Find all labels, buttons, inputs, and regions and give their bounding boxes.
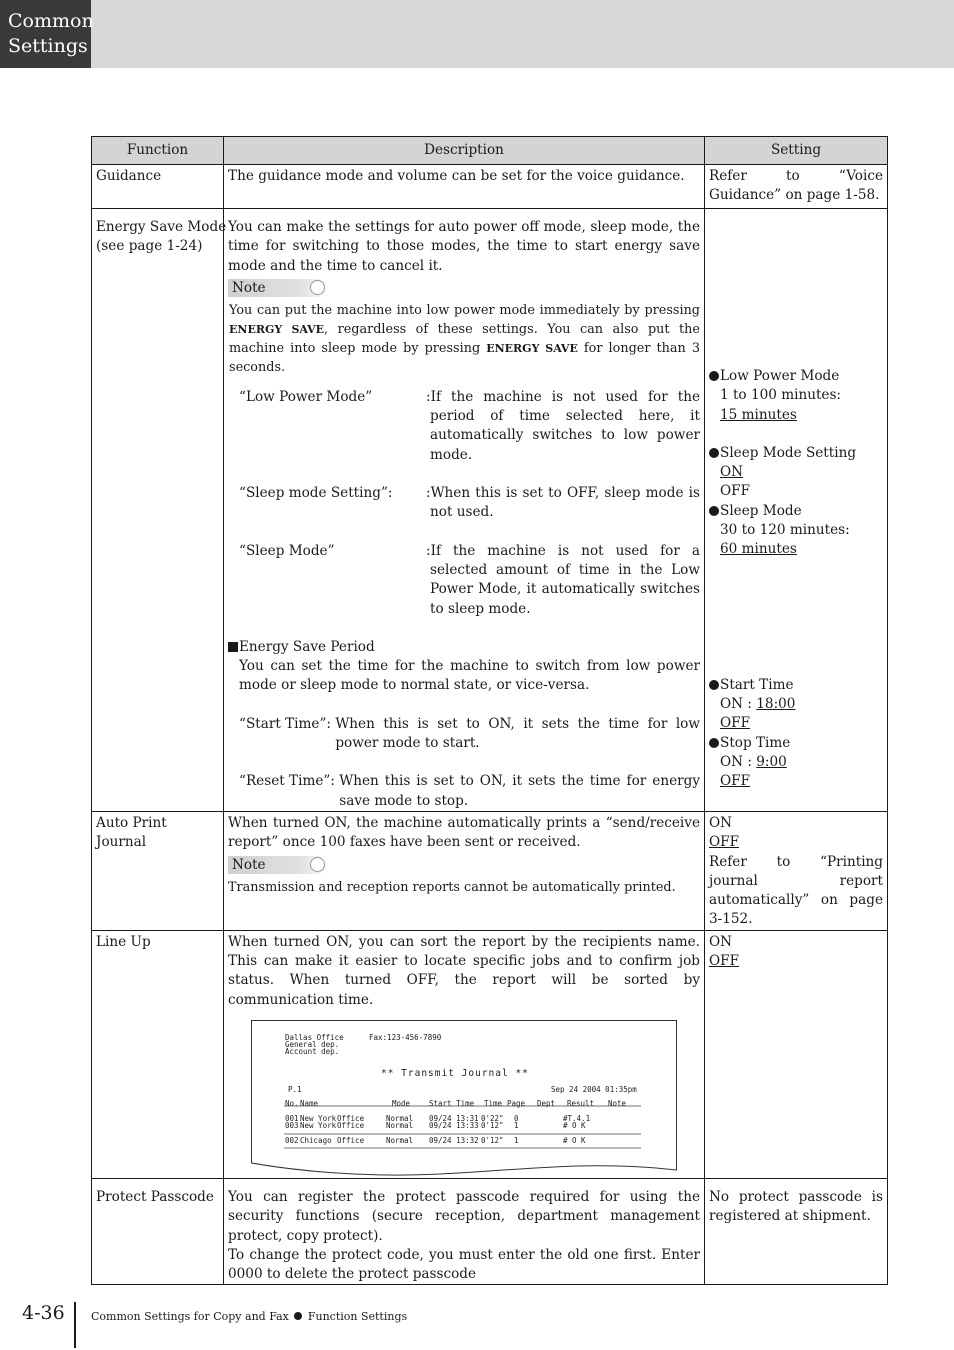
journal-cell: New York xyxy=(300,1113,337,1123)
header-setting: Setting xyxy=(705,137,888,165)
page-number: 4-36 xyxy=(22,1302,65,1324)
setting-range: 30 to 120 minutes: xyxy=(720,522,850,539)
option-value: OFF xyxy=(720,483,751,500)
journal-cell: 003 xyxy=(285,1120,299,1130)
journal-cell: Normal xyxy=(386,1113,414,1123)
journal-cell: 0'22" xyxy=(481,1113,504,1123)
journal-date: Sep 24 2004 01:35pm xyxy=(551,1084,637,1094)
bullet-icon xyxy=(294,1312,302,1320)
setting-cell xyxy=(705,930,888,1178)
table-row-energy-save xyxy=(92,209,888,812)
journal-cell: Normal xyxy=(386,1120,414,1130)
reset-desc: When this is set to ON, it sets the time for energy save mode to stop. xyxy=(339,773,700,809)
note-part: You can put the machine into low power mode immediately by pressing xyxy=(229,302,700,318)
page-header-band xyxy=(0,0,954,68)
header-function: Function xyxy=(92,137,224,165)
footer-section: Common Settings for Copy and Fax xyxy=(91,1310,289,1323)
square-bullet-icon xyxy=(228,642,238,652)
footer-divider xyxy=(74,1302,76,1348)
item-label: “Low Power Mode” xyxy=(239,388,373,405)
low-power-setting xyxy=(709,367,883,425)
description-text: When turned ON, you can sort the report by the recipients name. This can make it easier to locate specific jobs and to confirm job status. When turned OFF, the report will be sorted by communication time. xyxy=(228,933,700,1008)
sleep-mode-item xyxy=(228,542,700,619)
note-label: Note xyxy=(232,856,266,873)
item-desc: :If the machine is not used for the period of time selected here, it automatically switches to low power mode. xyxy=(426,388,700,463)
setting-cell xyxy=(705,209,888,812)
energy-save-key: ENERGY SAVE xyxy=(229,322,325,336)
journal-col: Start Time xyxy=(429,1098,475,1108)
item-label: “Sleep Mode” xyxy=(239,542,335,559)
bullet-icon xyxy=(709,738,719,748)
journal-cell: New York xyxy=(300,1120,337,1130)
journal-cell: 09/24 13:33 xyxy=(429,1120,479,1130)
period-desc: You can set the time for the machine to switch from low power mode or sleep mode to normal state, or vice-versa. xyxy=(239,658,700,694)
default-value: OFF xyxy=(720,773,751,790)
setting-title: Sleep Mode xyxy=(720,502,802,519)
setting-title: Start Time xyxy=(720,676,794,693)
journal-cell: 1 xyxy=(514,1135,519,1145)
journal-col: Page xyxy=(507,1098,526,1108)
journal-cell: 09/24 13:32 xyxy=(429,1135,479,1145)
reset-time-item xyxy=(228,772,700,811)
setting-cell: Refer to “Voice Guidance” on page 1-58. xyxy=(705,165,888,209)
journal-title: ** Transmit Journal ** xyxy=(381,1067,529,1079)
journal-sender: Account dep. xyxy=(285,1046,340,1056)
note-badge xyxy=(228,279,326,297)
journal-cell: 0'12" xyxy=(481,1135,504,1145)
journal-col: Mode xyxy=(392,1098,411,1108)
note-knob-icon xyxy=(310,857,325,872)
section-tab-line1: Common xyxy=(8,10,94,32)
journal-col: Time xyxy=(484,1098,503,1108)
low-power-item xyxy=(228,388,700,465)
setting-range: 1 to 100 minutes: xyxy=(720,387,842,404)
start-desc: When this is set to ON, it sets the time for low power mode to start. xyxy=(335,715,700,752)
description-cell xyxy=(224,1178,705,1284)
journal-cell: Office xyxy=(337,1113,365,1123)
setting-title: Low Power Mode xyxy=(720,368,840,384)
default-value: OFF xyxy=(709,834,740,851)
journal-cell: Normal xyxy=(386,1135,414,1145)
description-cell: The guidance mode and volume can be set for the voice guidance. xyxy=(224,165,705,209)
note-label: Note xyxy=(232,279,266,296)
setting-title: Stop Time xyxy=(720,734,791,751)
function-page-ref: (see page 1-24) xyxy=(96,238,203,255)
journal-sender: General dep. xyxy=(285,1039,340,1049)
default-value: 9:00 xyxy=(756,753,787,770)
function-cell xyxy=(92,209,227,812)
start-time-item xyxy=(228,715,700,754)
header-description: Description xyxy=(224,137,705,165)
journal-cell: 0'12" xyxy=(481,1120,504,1130)
description-text: You can register the protect passcode required for using the security functions (secure reception, department management protect, copy protect). xyxy=(228,1188,700,1244)
footer-breadcrumb xyxy=(91,1310,407,1323)
bullet-icon xyxy=(709,448,719,458)
function-cell xyxy=(92,811,224,930)
journal-col: No. xyxy=(285,1098,299,1108)
option-value: ON xyxy=(709,933,733,950)
journal-page: P.1 xyxy=(288,1084,302,1094)
reset-label: “Reset Time”: xyxy=(239,773,340,790)
on-prefix: ON : xyxy=(720,695,757,712)
item-desc: :When this is set to OFF, sleep mode is not used. xyxy=(426,485,700,521)
note-part: , regardless of these settings. You can also put the machine into sleep mode by pressing xyxy=(229,321,700,356)
section-tab-line2: Settings xyxy=(8,35,88,57)
bullet-icon xyxy=(709,506,719,516)
default-value: ON xyxy=(720,464,744,481)
period-title xyxy=(228,638,700,657)
sleep-setting-item xyxy=(228,484,700,523)
description-text: To change the protect code, you must enter the old one first. Enter 0000 to delete the protect passcode xyxy=(228,1246,700,1283)
description-cell xyxy=(224,209,705,812)
table-row-guidance xyxy=(92,165,888,209)
function-cell: Line Up xyxy=(92,930,224,1178)
default-value: 60 minutes xyxy=(720,541,797,558)
journal-cell: # O K xyxy=(563,1120,586,1130)
note-text: Transmission and reception reports cannot be automatically printed. xyxy=(228,879,676,895)
function-name: Auto Print xyxy=(96,814,167,831)
sleep-setting-setting xyxy=(709,444,883,502)
description-text: When turned ON, the machine automatically prints a “send/receive report” once 100 faxes have been sent or received. xyxy=(228,814,700,851)
default-value: OFF xyxy=(720,715,751,732)
footer-subsection: Function Settings xyxy=(307,1310,408,1323)
table-header-row xyxy=(92,137,888,165)
setting-ref: Refer to “Printing journal report automatically” on page 3-152. xyxy=(709,853,883,928)
journal-cell: 0 xyxy=(514,1113,519,1123)
settings-table xyxy=(91,136,888,1285)
journal-cell: 09/24 13:31 xyxy=(429,1113,479,1123)
function-name: Energy Save Mode xyxy=(96,219,227,235)
function-cell: Guidance xyxy=(92,165,224,209)
description-cell xyxy=(224,930,705,1178)
journal-cell: #T.4.1 xyxy=(563,1113,591,1123)
stop-time-setting xyxy=(709,734,883,792)
option-value: ON xyxy=(709,814,733,831)
default-value: OFF xyxy=(709,953,740,970)
journal-col: Result xyxy=(567,1098,595,1108)
description-cell xyxy=(224,811,705,930)
setting-title: Sleep Mode Setting xyxy=(720,444,857,461)
period-title-text: Energy Save Period xyxy=(239,638,375,655)
on-prefix: ON : xyxy=(720,753,757,770)
journal-cell: 001 xyxy=(285,1113,299,1123)
start-time-setting xyxy=(709,676,883,734)
table-row-line-up xyxy=(92,930,888,1178)
sleep-mode-setting xyxy=(709,502,883,560)
journal-sender: Dallas Office xyxy=(285,1032,344,1042)
energy-save-key: ENERGY SAVE xyxy=(486,341,578,355)
journal-cell: Chicago xyxy=(300,1135,332,1145)
setting-cell: No protect passcode is registered at shipment. xyxy=(705,1178,888,1284)
journal-col: Dept xyxy=(537,1098,556,1108)
section-tab xyxy=(0,0,94,68)
default-value: 18:00 xyxy=(756,695,796,712)
journal-cell: 002 xyxy=(285,1135,299,1145)
journal-cell: Office xyxy=(337,1135,365,1145)
journal-cell: 1 xyxy=(514,1120,519,1130)
journal-cell: # O K xyxy=(563,1135,586,1145)
note-part: for longer than 3 seconds. xyxy=(229,340,700,375)
item-desc: :If the machine is not used for a selected amount of time in the Low Power Mode, it automatically switches to sleep mode. xyxy=(426,542,700,617)
transmit-journal-sample xyxy=(251,1020,677,1178)
note-badge xyxy=(228,856,326,874)
bullet-icon xyxy=(709,371,719,381)
function-cell: Protect Passcode xyxy=(92,1178,224,1284)
intro-text: You can make the settings for auto power off mode, sleep mode, the time for switching to those modes, the time to start energy save mode and the time to cancel it. xyxy=(228,219,700,274)
journal-col: Name xyxy=(300,1098,319,1108)
function-name-cont: Journal xyxy=(96,834,147,851)
default-value: 15 minutes xyxy=(720,406,797,423)
table-row-protect-passcode xyxy=(92,1178,888,1284)
table-row-auto-print xyxy=(92,811,888,930)
note-knob-icon xyxy=(310,280,325,295)
start-label: “Start Time”: xyxy=(239,715,336,732)
note-text xyxy=(228,301,700,377)
bullet-icon xyxy=(709,680,719,690)
item-label: “Sleep mode Setting”: xyxy=(239,485,393,502)
journal-col: Note xyxy=(608,1098,627,1108)
journal-cell: Office xyxy=(337,1120,365,1130)
setting-cell xyxy=(705,811,888,930)
journal-fax: Fax:123-456-7890 xyxy=(369,1032,442,1042)
